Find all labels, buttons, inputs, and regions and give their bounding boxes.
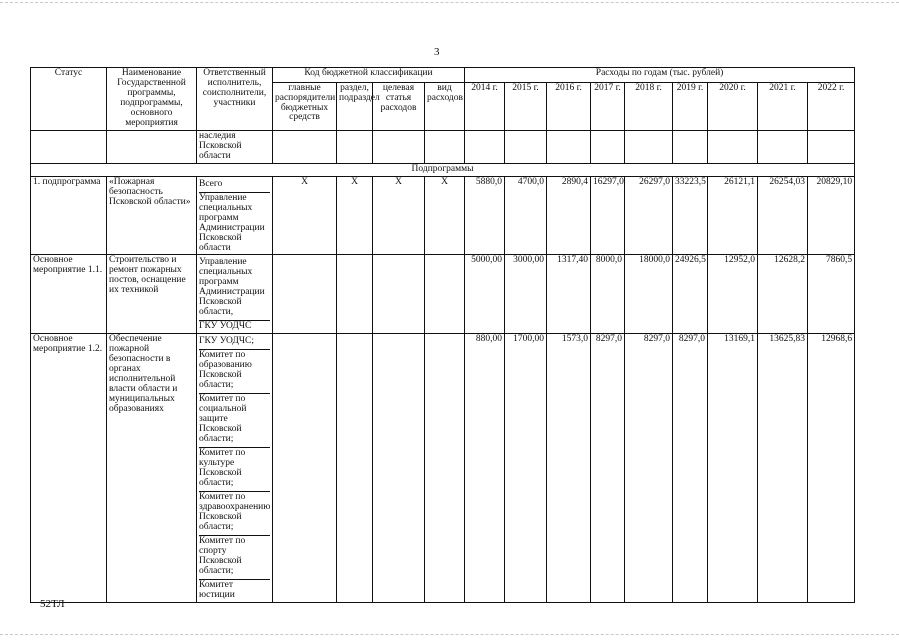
header-code-article: целевая статья расходов — [373, 82, 425, 130]
header-code-section: раздел, подраздел — [337, 82, 373, 130]
header-year-2021: 2021 г. — [758, 82, 808, 130]
row-status: Основное мероприятие 1.2. — [31, 334, 107, 602]
row-value-2014: 5880,0 — [465, 176, 505, 255]
row-code-section: X — [337, 176, 373, 255]
table-row — [31, 334, 855, 602]
row-value-2021: 12628,2 — [758, 255, 808, 334]
row-responsible: Управление специальных программ Администрации Псковской области, ГКУ УОДЧС — [197, 255, 273, 334]
row-status: 1. подпрограмма — [31, 176, 107, 255]
row-code-article — [373, 255, 425, 334]
row-value-2020: 13169,1 — [708, 334, 758, 602]
row-code-type: X — [425, 176, 465, 255]
row-value-2014: 5000,00 — [465, 255, 505, 334]
row-value-2022: 20829,10 — [808, 176, 855, 255]
header-status: Статус — [31, 68, 107, 131]
section-title: Подпрограммы — [31, 163, 855, 176]
header-expenses: Расходы по годам (тыс. рублей) — [465, 68, 855, 83]
header-name: Наименование Государственной программы, подпрограммы, основного мероприятия — [107, 68, 197, 131]
continuation-row — [31, 130, 855, 163]
header-budget-code: Код бюджетной классификации — [273, 68, 465, 83]
header-year-2018: 2018 г. — [625, 82, 673, 130]
page-number: 3 — [434, 46, 440, 58]
row-value-2014: 880,00 — [465, 334, 505, 602]
row-value-2018: 18000,0 — [625, 255, 673, 334]
row-value-2017: 8000,0 — [591, 255, 625, 334]
row-value-2017: 8297,0 — [591, 334, 625, 602]
row-responsible: ГКУ УОДЧС; Комитет по образованию Псковской области; Комитет по социальной защите Псковской области; Комитет по культуре Псковской области; Комитет по здравоохранению Псковской области; Комитет по спорту Псковской области; Комитет юстиции — [197, 334, 273, 602]
row-value-2016: 2890,4 — [547, 176, 591, 255]
header-year-2014: 2014 г. — [465, 82, 505, 130]
row-code-section — [337, 334, 373, 602]
row-value-2015: 3000,00 — [505, 255, 547, 334]
table-row — [31, 176, 855, 255]
row-value-2019: 33223,5 — [673, 176, 708, 255]
table-row — [31, 255, 855, 334]
scan-bottom-edge — [0, 634, 899, 635]
header-responsible: Ответственный исполнитель, соисполнители, участники — [197, 68, 273, 131]
row-value-2016: 1573,0 — [547, 334, 591, 602]
row-value-2017: 16297,0 — [591, 176, 625, 255]
row-value-2022: 7860,5 — [808, 255, 855, 334]
row-value-2015: 1700,00 — [505, 334, 547, 602]
row-code-grbs — [273, 255, 337, 334]
header-year-2020: 2020 г. — [708, 82, 758, 130]
row-value-2020: 26121,1 — [708, 176, 758, 255]
row-code-grbs — [273, 334, 337, 602]
row-value-2020: 12952,0 — [708, 255, 758, 334]
row-value-2015: 4700,0 — [505, 176, 547, 255]
row-code-grbs: X — [273, 176, 337, 255]
row-value-2018: 8297,0 — [625, 334, 673, 602]
continuation-responsible: наследия Псковской области — [197, 130, 273, 163]
row-value-2018: 26297,0 — [625, 176, 673, 255]
row-value-2019: 24926,5 — [673, 255, 708, 334]
header-year-2022: 2022 г. — [808, 82, 855, 130]
header-year-2017: 2017 г. — [591, 82, 625, 130]
row-code-section — [337, 255, 373, 334]
footer-code: 52ТЛ — [40, 598, 65, 610]
row-code-article: X — [373, 176, 425, 255]
row-name: «Пожарная безопасность Псковской области» — [107, 176, 197, 255]
row-value-2021: 13625,83 — [758, 334, 808, 602]
row-value-2019: 8297,0 — [673, 334, 708, 602]
row-name: Строительство и ремонт пожарных постов, оснащение их техникой — [107, 255, 197, 334]
header-code-type: вид расходов — [425, 82, 465, 130]
row-name: Обеспечение пожарной безопасности в органах исполнительной власти области и муниципальных образованиях — [107, 334, 197, 602]
row-value-2016: 1317,40 — [547, 255, 591, 334]
header-code-grbs: главные распорядители бюджетных средств — [273, 82, 337, 130]
row-code-type — [425, 334, 465, 602]
section-row — [31, 163, 855, 176]
header-row-1 — [31, 68, 855, 83]
row-status: Основное мероприятие 1.1. — [31, 255, 107, 334]
budget-table — [30, 67, 855, 603]
row-responsible: Всего Управление специальных программ Администрации Псковской области — [197, 176, 273, 255]
scan-top-edge — [0, 2, 899, 3]
header-year-2015: 2015 г. — [505, 82, 547, 130]
header-year-2016: 2016 г. — [547, 82, 591, 130]
row-value-2021: 26254,03 — [758, 176, 808, 255]
row-code-type — [425, 255, 465, 334]
row-value-2022: 12968,6 — [808, 334, 855, 602]
row-code-article — [373, 334, 425, 602]
header-year-2019: 2019 г. — [673, 82, 708, 130]
